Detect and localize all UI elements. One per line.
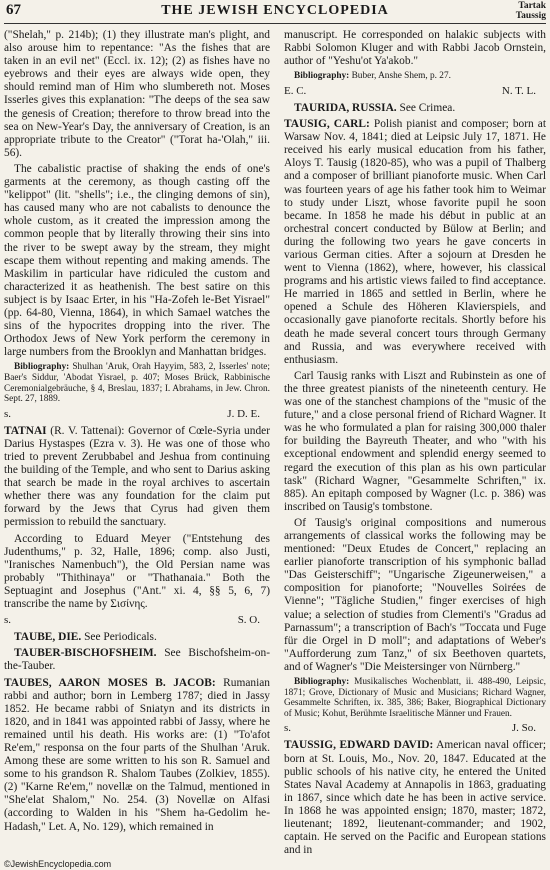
signature-class: s. [4, 614, 12, 627]
headword: TATNAI [4, 424, 47, 437]
tausig-paragraph-2: Carl Tausig ranks with Liszt and Rubinstein as one of the three greatest pianists of the nineteenth century. He was one of the stanchest champions of the "music of the future," and a close personal friend of Richard Wagner. It was he who formulated a plan for raising 300,000 thaler for building the Bayreuth Theater, and who "with his exceptional endowment and splendid energy seemed to regard the execution of this plan as his own particular task" (Richard Wagner, "Gesammelte Schriften," ix. 885). An epitaph composed by Wagner (l.c. p. 386) was inscribed on Tausig's tombstone. [284, 369, 546, 513]
article-tauber-bischofsheim [4, 647, 270, 673]
signature-author: J. D. E. [227, 407, 260, 420]
signature-line [284, 722, 546, 735]
tashlik-paragraph-2: The cabalistic practise of shaking the ends of one's garments at the ceremony, as though casting off the "kelippot" (lit. "shells"; i.e., the clinging demons of sin), has caused many who are not cabalists to denounce the whole custom, as it created the impression among the common people that by literally throwing their sins into the river to be swept away by the stream, they might escape them without repenting and making amends. The Maskilim in particular have ridiculed the custom and characterized it as heathenish. The best satire on this subject is by Isaac Erter, in his "Ha-Zofeh le-Bet Yisrael" (pp. 64-80, Vienna, 1864), in which Samael watches the sins of the hypocrites dropping into the river. The Orthodox Jews of New York perform the ceremony in large numbers from the Brooklyn and Manhattan bridges. [4, 162, 270, 359]
bibliography-text: Buber, Anshe Shem, p. 27. [351, 71, 451, 82]
bibliography [284, 677, 546, 719]
headword: TAUSIG, CARL: [284, 118, 370, 131]
right-column [284, 29, 546, 863]
headword: TAUBES, AARON MOSES B. JACOB: [4, 676, 216, 689]
bibliography [284, 71, 546, 82]
signature-author: S. O. [237, 614, 260, 627]
headword: TAUBER-BISCHOFSHEIM. [14, 647, 157, 660]
article-taussig [284, 739, 546, 857]
page-number: 67 [6, 2, 21, 18]
signature-line [4, 408, 270, 421]
cross-reference[interactable]: See Bischofsheim-on-the-Tauber. [4, 647, 270, 673]
signature-class: s. [284, 722, 292, 735]
copyright-watermark: ©JewishEncyclopedia.com [4, 859, 112, 869]
taubes-continuation: manuscript. He corresponded on halakic subjects with Rabbi Solomon Kluger and with Rabbi Jacob Ornstein, author of "Yeshu'ot Ya'akob." [284, 29, 546, 68]
signature-class: E. C. [284, 84, 307, 97]
bibliography-label: Bibliography: [294, 71, 350, 82]
article-text: Polish pianist and composer; born at Warsaw Nov. 4, 1841; died at Leipsic July 17, 1871. He received his early musical education from his father, Aloys T. Tausig (1820-85), who was a pupil of Thalberg and a composer of brilliant pianoforte music. When Carl was fourteen years of age his father took him to Weimar to study under Liszt, whose favorite pupil he soon became. In 1858 he made his début in public at an orchestral concert conducted by Bülow at Berlin; and during the following two years he gave concerts in various German cities. After a sojourn at Dresden he went to Vienna (1862), where, however, his classical programs and his artistic views failed to find acceptance. He married in 1865 and settled in Berlin, where he opened a Schule des Höheren Klavierspiels, and occasionally gave pianoforte recitals. Shortly before his death he made several concert tours through Germany and Russia, and was everywhere received with enthusiasm. [284, 118, 546, 366]
signature-author: J. So. [511, 722, 536, 735]
bibliography-label: Bibliography: [294, 677, 350, 687]
running-title: THE JEWISH ENCYCLOPEDIA [161, 3, 389, 18]
catchword-first: Tartak [518, 1, 546, 11]
bibliography-label: Bibliography: [14, 362, 70, 373]
headword: TAUSSIG, EDWARD DAVID: [284, 739, 434, 752]
signature-line [4, 614, 270, 627]
headword: TAURIDA, RUSSIA. [294, 101, 397, 114]
article-taubes [4, 677, 270, 834]
article-tatnai [4, 425, 270, 530]
page-header [4, 2, 546, 22]
tatnai-paragraph-2: According to Eduard Meyer ("Entstehung des Judenthums," p. 32, Halle, 1896; comp. also Justi, "Iranisches Namenbuch"), the Old Persian name was probably "Thithinaya" or "Thathanaia." Both the Septuagint and Josephus ("Ant." xi. 4, §§ 5, 6, 7) transcribe the name by Σισίνης. [4, 532, 270, 611]
signature-line [284, 85, 546, 98]
catchword-last: Taussig [515, 11, 546, 21]
header-rule [4, 23, 546, 24]
bibliography [4, 362, 270, 404]
catchwords [516, 1, 546, 21]
tausig-paragraph-3: Of Tausig's original compositions and numerous arrangements of classical works the following may be mentioned: "Deux Etudes de Concert," replacing an earlier pianoforte transcription of his symphonic ballad "Das Geisterschiff"; "Ungarische Zigeunerweisen," a composition for pianoforte; "Nouvelles Soirées de Vienne"; "Tägliche Studien," finger exercises of high value; a selection of studies from Clementi's "Gradus ad Parnassum"; a transcription of Bach's "Toccata und Fuge für die Orgel in D moll"; and adaptations of Weber's "Aufforderung zum Tanz," of six Beethoven quartets, and of Wagner's "Die Meistersinger von Nürnberg." [284, 516, 546, 673]
article-tausig [284, 118, 546, 367]
bibliography-text: Musikalisches Wochenblatt, ii. 488-490, Leipsic, 1871; Grove, Dictionary of Music and Musicians; Richard Wagner, Gesammelte Schriften, ix. 385, 386; Baker, Biographical Dictionary of Music; Kohut, Berühmte Israelitische Männer und Frauen. [284, 677, 546, 719]
signature-class: s. [4, 407, 12, 420]
cross-reference[interactable]: See Crimea. [399, 101, 456, 114]
tashlik-paragraph-1: ("Shelah," p. 214b); (1) they illustrate man's plight, and also arouse him to repentance: "As the fishes that are taken in an evil net" (Eccl. ix. 12); (2) as fishes have no eyebrows and their eyes are always wide open, they should remind man of Him who slumbereth not. Moses Isserles gives this explanation: "The deeps of the sea saw the genesis of Creation; therefore to throw bread into the sea on New-Year's Day, the anniversary of Creation, is an appropriate tribute to the Creator" ("Torat ha-'Olah," iii. 56). [4, 29, 270, 159]
article-taube [4, 631, 270, 644]
article-text: Rumanian rabbi and author; born in Lemberg 1787; died in Jassy 1852. He became rabbi of Sniatyn and its districts in 1820, and in 1841 was appointed rabbi of Jassy, where he remained until his death. His works are: (1) "To'afot Re'em," responsa on the four parts of the Shulhan 'Aruk. Among these are some written to his son R. Samuel and some to his grandson R. Shalom Taubes (Zolkiev, 1855). (2) "Karne Re'em," novellæ on the Talmud, mentioned in "She'elat Shalom," No. 254. (3) Novellæ on Alfasi (according to Walden in his "Shem ha-Gedolim he-Hadash," Let. A, No. 129), which remained in [4, 676, 270, 833]
article-text: American naval officer; born at St. Louis, Mo., Nov. 20, 1847. Educated at the public schools of his native city, he entered the United States Naval Academy at Annapolis in 1863, graduating in 1867, since which date he has been in active service. In 1868 he was appointed ensign; 1870, master; 1872, lieutenant; 1892, lieutenant-commander; and 1902, captain. He served on the Pacific and European stations and in [284, 739, 546, 857]
bibliography-text: Shulhan 'Aruk, Orah Hayyim, 583, 2, Isserles' note; Baer's Siddur, 'Abodat Yisrael, p. 407; Moses Brück, Rabbinische Ceremonialgebräuche, § 4, Breslau, 1837; I. Abrahams, in Jew. Chron. Sept. 27, 1889. [4, 362, 270, 405]
article-taurida [284, 102, 546, 115]
article-text: (R. V. Tattenai): Governor of Cœle-Syria under Darius Hystaspes (Ezra v. 3). He was one of those who tried to prevent Zerubbabel and Jeshua from continuing the building of the Temple, and who sent to Darius asking that search be made in the royal archives to ascertain whether there was any foundation for the claim put forward by the Jews that Cyrus had given them permission to rebuild the sanctuary. [4, 424, 270, 529]
left-column [4, 29, 270, 863]
headword: TAUBE, DIE. [14, 631, 82, 644]
signature-author: N. T. L. [501, 84, 536, 97]
cross-reference[interactable]: See Periodicals. [84, 631, 157, 644]
